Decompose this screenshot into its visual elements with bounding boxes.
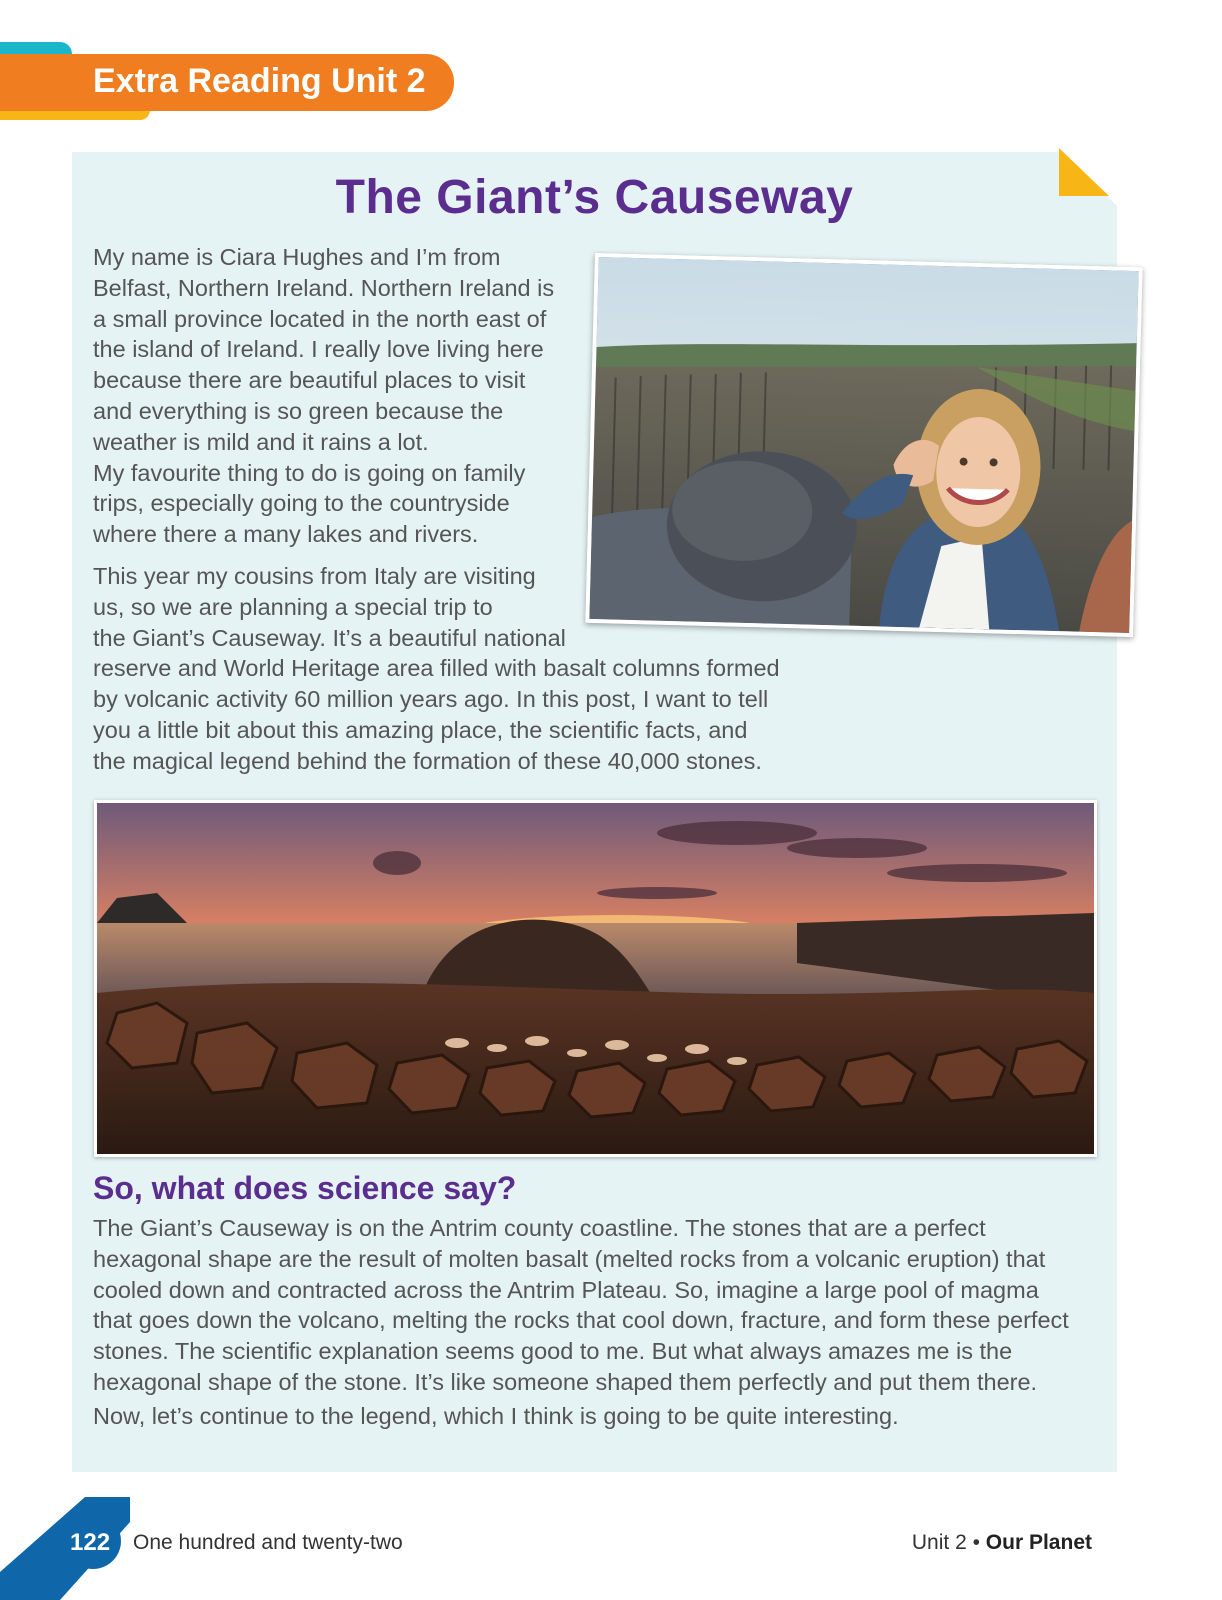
text-line: Belfast, Northern Ireland. Northern Ireland is [93, 274, 555, 301]
text-line: This year my cousins from Italy are visiting [93, 563, 536, 589]
header-tab [0, 54, 454, 111]
text-line: and everything is so green because the [93, 397, 504, 424]
text-line: My favourite thing to do is going on family [93, 459, 526, 486]
article-title: The Giant’s Causeway [335, 171, 854, 224]
text-line: trips, especially going to the countryside [93, 490, 510, 517]
text-line: where there a many lakes and rivers. [93, 521, 479, 548]
footer-corner-triangle [0, 1497, 130, 1600]
text-line: The Giant’s Causeway is on the Antrim county coastline. The stones that are a perfect [93, 1215, 986, 1241]
page-number-words: One hundred and twenty-two [133, 1531, 403, 1554]
unit-separator: • [972, 1531, 980, 1554]
text-line: the Giant’s Causeway. It’s a beautiful national [93, 624, 566, 651]
text-line: us, so we are planning a special trip to [93, 593, 493, 620]
science-heading: So, what does science say? [93, 1170, 517, 1206]
header-tab-label: Extra Reading Unit 2 [93, 62, 426, 100]
text-line: My name is Ciara Hughes and I’m from [93, 244, 501, 270]
text-line: hexagonal shape of the stone. It’s like someone shaped them perfectly and put them there. [93, 1368, 1038, 1395]
causeway-sunset-photo [94, 800, 1097, 1157]
page-number: 122 [70, 1529, 111, 1556]
text-line: because there are beautiful places to visit [93, 367, 526, 394]
text-line: cooled down and contracted across the Antrim Plateau. So, imagine a large pool of magma [93, 1276, 1039, 1303]
text-line: the magical legend behind the formation of these 40,000 stones. [93, 747, 762, 774]
text-line: you a little bit about this amazing place, the scientific facts, and [93, 716, 748, 743]
unit-number: Unit 2 [911, 1531, 967, 1554]
text-line: weather is mild and it rains a lot. [93, 428, 429, 455]
science-paragraph [93, 1213, 1069, 1398]
girl-selfie-photo [585, 253, 1142, 637]
unit-title: Our Planet [985, 1531, 1092, 1554]
text-line: hexagonal shape are the result of molten basalt (melted rocks from a volcanic eruption) that [93, 1245, 1046, 1272]
text-line: a small province located in the north east of [93, 305, 547, 332]
closing-paragraph [93, 1401, 899, 1432]
text-line: Now, let’s continue to the legend, which I think is going to be quite interesting. [93, 1403, 899, 1429]
text-line: by volcanic activity 60 million years ago. In this post, I want to tell [93, 686, 769, 713]
intro-paragraph [93, 242, 554, 550]
text-line: the island of Ireland. I really love living here [93, 336, 544, 363]
text-line: that goes down the volcano, melting the rocks that cool down, fracture, and form these perfect [93, 1307, 1069, 1334]
text-line: reserve and World Heritage area filled with basalt columns formed [93, 655, 780, 682]
text-line: stones. The scientific explanation seems good to me. But what always amazes me is the [93, 1338, 1013, 1365]
unit-label [912, 1531, 1092, 1555]
